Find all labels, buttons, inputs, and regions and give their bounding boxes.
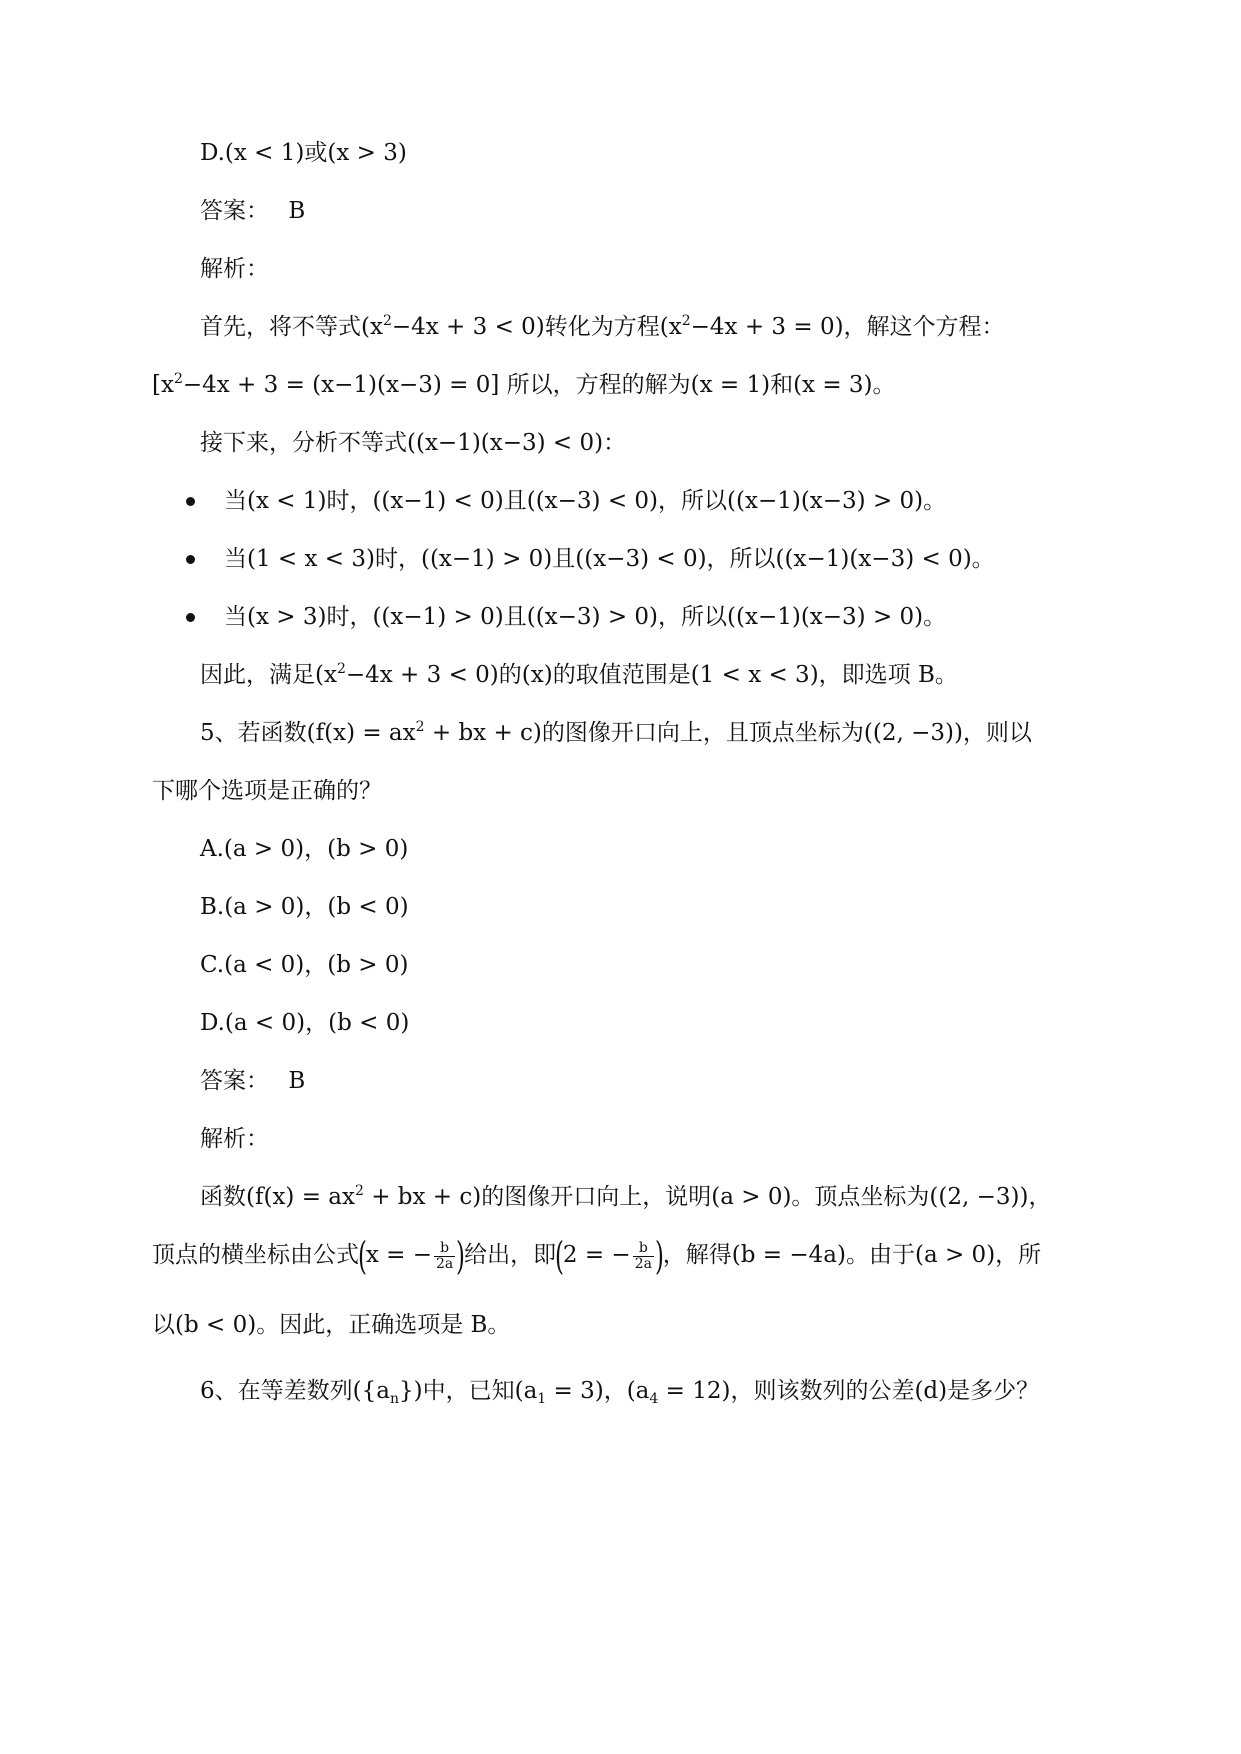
q5-option-c: C.(a < 0)，(b > 0) [200, 952, 409, 978]
q5-stem-line2: 下哪个选项是正确的？ [152, 778, 382, 804]
subscript: n [389, 1391, 399, 1407]
q5-analysis-label: 解析： [200, 1126, 269, 1152]
answer-label: 答案： [200, 1068, 269, 1094]
right-paren: ) [654, 1234, 664, 1278]
q4-bullet-3: 当(x > 3)时，((x−1) > 0)且((x−3) > 0)，所以((x−1)(x−3) > 0)。 [224, 604, 947, 630]
q5-explanation-line3: 以(b < 0)。因此，正确选项是 B。 [152, 1312, 511, 1338]
q4-answer [200, 196, 305, 226]
q4-step3: 接下来，分析不等式((x−1)(x−3) < 0)： [200, 430, 627, 456]
fraction: $\frac{b}{2a}$ [435, 1239, 454, 1272]
superscript: 2 [382, 313, 392, 329]
q4-analysis-label: 解析： [200, 256, 269, 282]
q4-bullet-2: 当(1 < x < 3)时，((x−1) > 0)且((x−3) < 0)，所以((x−1)(x−3) < 0)。 [224, 546, 995, 572]
bullet-dot [186, 497, 195, 506]
q5-option-d: D.(a < 0)，(b < 0) [200, 1010, 410, 1036]
fraction: $\frac{b}{2a}$ [634, 1239, 652, 1272]
subscript: 4 [649, 1391, 659, 1407]
q4-step1: 首先，将不等式$(x^2-4x + 3 < 0)$转化为方程$(x^2-4x + 3 = 0)$，解这个方程： [200, 313, 1005, 340]
left-paren: ( [357, 1234, 367, 1278]
q4-bullet-1: 当(x < 1)时，((x−1) < 0)且((x−3) < 0)，所以((x−1)(x−3) > 0)。 [224, 488, 947, 514]
q5-option-a: A.(a > 0)，(b > 0) [200, 836, 409, 862]
q6-stem: 6、在等差数列$(\{a_n\})$中，已知$(a_1 = 3)$，$(a_4 = 12)$，则该数列的公差(d)是多少？ [200, 1378, 1040, 1407]
answer-value: B [288, 1068, 306, 1094]
superscript: 2 [415, 719, 425, 735]
q5-option-b: B.(a > 0)，(b < 0) [200, 894, 409, 920]
bullet-dot [186, 613, 195, 622]
answer-value: B [288, 198, 306, 224]
left-paren: ( [555, 1234, 564, 1278]
q5-explanation-line1: 函数($f(x) = ax^2$ + bx + c)的图像开口向上，说明(a > 0)。顶点坐标为((2, −3))， [200, 1183, 1052, 1210]
superscript: 2 [354, 1183, 364, 1199]
superscript: 2 [173, 371, 183, 387]
answer-label: 答案： [200, 198, 269, 224]
q4-conclusion: 因此，满足$(x^2-4x + 3 < 0)$的(x)的取值范围是(1 < x < 3)，即选项 B。 [200, 661, 958, 688]
bullet-dot [186, 555, 195, 564]
superscript: 2 [336, 661, 346, 677]
q5-answer [200, 1066, 305, 1096]
subscript: 1 [537, 1391, 547, 1407]
q4-step2: $[x^2-4x + 3 = (x-1)(x-3) = 0]$ 所以，方程的解为(x = 1)和(x = 3)。 [152, 371, 896, 398]
q5-explanation-line2: 顶点的横坐标由公式(x = − $\frac{b}{2a}$ )给出，即(2 = − $\frac{b}{2a}$ )，解得(b = −4a)。由于(a > 0)，所 [152, 1234, 1042, 1278]
q4-option-d: D.(x < 1)或(x > 3) [200, 140, 407, 166]
q5-stem-line1: 5、若函数($f(x) = ax^2$ + bx + c)的图像开口向上，且顶点坐标为((2, −3))，则以 [200, 719, 1032, 746]
right-paren: ) [456, 1234, 466, 1278]
superscript: 2 [681, 313, 691, 329]
